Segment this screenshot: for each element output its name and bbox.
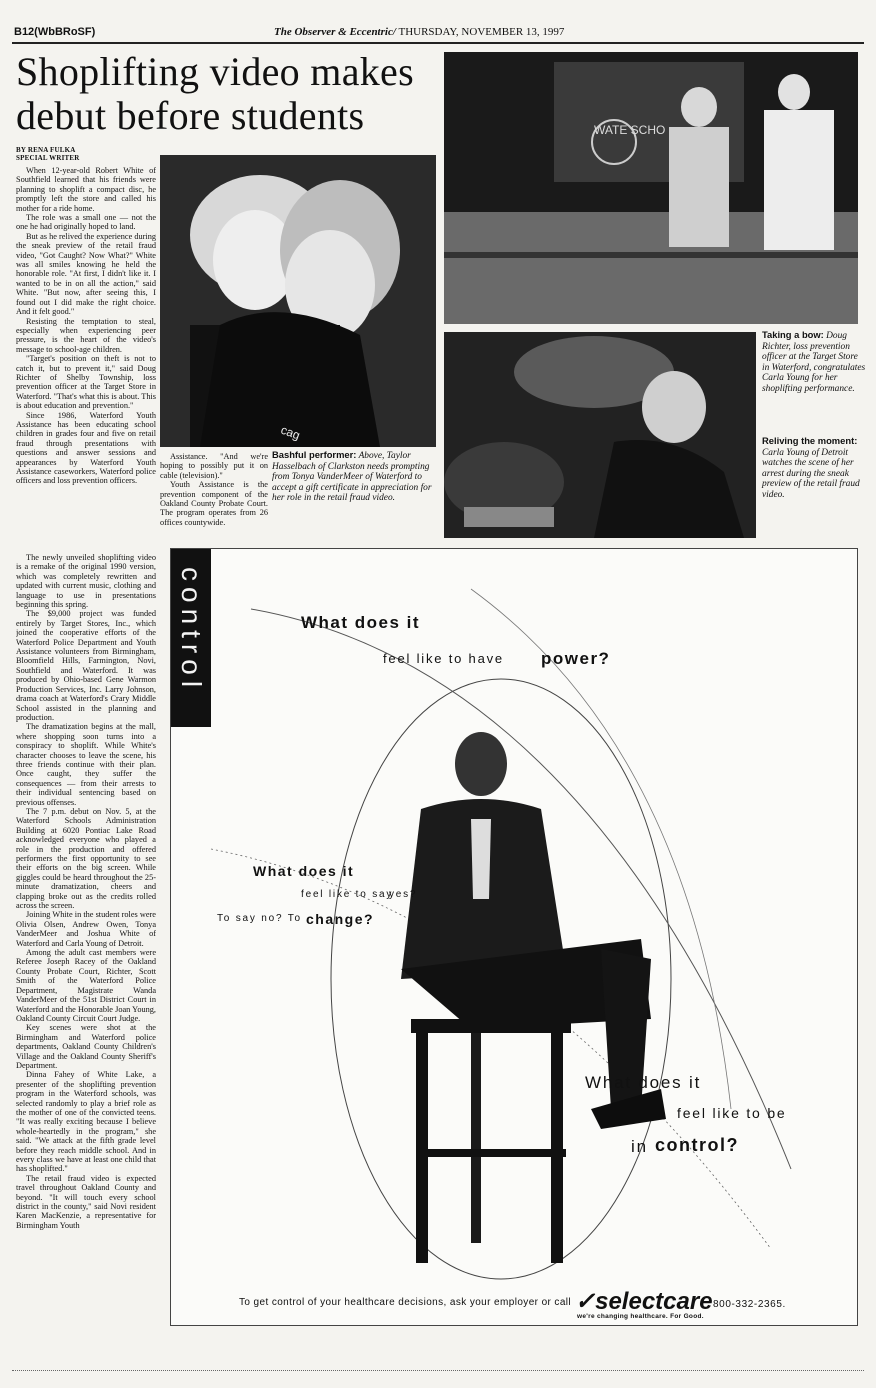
byline — [16, 146, 80, 162]
band-word: control — [176, 567, 207, 694]
ad-arcs — [171, 549, 857, 1325]
shirt-mark: cag — [278, 422, 302, 443]
paragraph: Dinna Fahey of White Lake, a presenter of the shoplifting prevention program in the Waterford schools, was selected randomly to play a brief role as the mother of one of the convicted teens. "It was really exciting because I believe whole-heartedly in the program," she said. "We attack at the fifth grade level before they reach middle school. And in every class we have at least one child that has shoplifted." — [16, 1070, 156, 1174]
paragraph: Since 1986, Waterford Youth Assistance has been educating school children in grades four and five on retail fraud through presentations with questions and answer sessions and appearances by Waterford Youth Assistance caseworkers, Waterford police officers and loss prevention officers. — [16, 410, 156, 486]
article-column-jump — [160, 452, 268, 542]
paragraph: Key scenes were shot at the Birmingham and Waterford police departments, Oakland County Children's Village and the Oakland County Sheriff's Department. — [16, 1023, 156, 1070]
ad-question-3-body: To say no? To — [217, 913, 302, 924]
caption-label: Taking a bow: — [762, 329, 824, 340]
headline — [16, 50, 440, 138]
ad-phone: 800-332-2365. — [713, 1299, 786, 1310]
man-on-stool-figure — [401, 732, 666, 1263]
issue-date: THURSDAY, NOVEMBER 13, 1997 — [398, 26, 565, 38]
paper-name: The Observer & Eccentric/ — [274, 26, 396, 38]
ad-question-4-lead: What does it — [585, 1073, 702, 1092]
caption-text: Doug Richter, loss prevention officer at the Target Store in Waterford, congratulates Carla Young for her shoplifting performance. — [762, 331, 866, 394]
headline-line-1: Shoplifting video makes — [16, 49, 414, 94]
selectcare-advertisement — [170, 548, 858, 1326]
paragraph: The $9,000 project was funded entirely by Target Stores, Inc., which joined the cooperative efforts of the Waterford Police Department and Youth Assistance volunteers from Birmingham, Bloomfield Hills, Farmington, Novi, Southfield and Waterford. It was produced by Ohio-based Gene Warmon Production Services, Inc. Larry Johnson, drama coach at Waterford's Crary Middle School assisted in the planning and production. — [16, 609, 156, 722]
ad-footer-text: To get control of your healthcare decisions, ask your employer or call — [239, 1297, 572, 1308]
caption-text: Above, Taylor Hasselbach of Clarkston needs prompting from Tonya VanderMeer of Waterford to accept a gift certificate in appreciation for her role in the retail fraud video. — [272, 451, 432, 504]
paragraph: The newly unveiled shoplifting video is a remake of the original 1990 version, which was completely rewritten and updated with current music, clothing and language to use in presentations beginning this spring. — [16, 553, 156, 610]
article-column-top — [16, 166, 156, 553]
ad-question-3-end: change? — [306, 911, 375, 927]
caption-text: Carla Young of Detroit watches the scene of her arrest during the sneak preview of the retail fraud video. — [762, 447, 860, 500]
ad-question-1-body: feel like to have — [383, 651, 504, 666]
school-sign: WATE SCHO — [594, 123, 666, 137]
paragraph: The dramatization begins at the mall, where shopping soon turns into a conspiracy to shoplift. While White's character chooses to leave the scene, his three friends continue with their plan. Once caught, they suffer the consequences — from their arrests to their individual sentencing based on previous offenses. — [16, 722, 156, 807]
checkmark-icon: ✓ — [575, 1288, 596, 1315]
headline-line-2: debut before students — [16, 93, 365, 138]
photo-audience — [444, 332, 756, 538]
caption-label: Bashful performer: — [272, 449, 357, 460]
paragraph: Resisting the temptation to steal, especially when experiencing peer pressure, is the heart of the video's message to school-age children. — [16, 316, 156, 354]
brand-name: selectcare — [595, 1288, 713, 1315]
paragraph: The role was a small one — not the one he had originally hoped to land. — [16, 213, 156, 232]
ad-question-2-lead: What does it — [253, 863, 355, 879]
paragraph: Youth Assistance is the prevention component of the Oakland County Probate Court. The program operates from 26 offices countywide. — [160, 480, 268, 527]
ad-question-4-body: feel like to be — [677, 1105, 787, 1121]
caption-label: Reliving the moment: — [762, 435, 858, 446]
paragraph: Assistance. "And we're hoping to possibly put it on cable (television)." — [160, 452, 268, 480]
paragraph: "Target's position on theft is not to catch it, but to prevent it," said Doug Richter of Shelby Township, loss prevention officer at the Target Store in Waterford. "That's what this is about. This is about education and prevention." — [16, 354, 156, 411]
header-rule — [12, 42, 864, 44]
caption-reliving-the-moment — [762, 436, 866, 501]
caption-bashful-performer — [272, 450, 432, 504]
ad-question-2-end: yes? — [389, 889, 418, 900]
paragraph: But as he relived the experience during the sneak preview of the retail fraud video, "Got Caught? Now What?" White was all smiles knowing he held the honorable role. "At first, I didn't like it. I wanted to be in on all the action," said White. "But now, after seeing this, I found out I did make the right choice. And it felt good." — [16, 231, 156, 317]
edition-code: B12(WbBRoSF) — [14, 26, 96, 38]
byline-name: BY RENA FULKA — [16, 146, 76, 154]
paragraph: The 7 p.m. debut on Nov. 5, at the Waterford Schools Administration Building at 6020 Pontiac Lake Road acknowledged everyone who played a role in the production and offered performers the first opportunity to see their efforts on the big screen. While giggles could be heard throughout the 25-minute dramatization, cheers and clapping broke out as the credits rolled across the screen. — [16, 806, 156, 911]
bottom-rule — [12, 1370, 864, 1371]
ad-question-4-end: control? — [655, 1135, 739, 1155]
ad-question-2-body: feel like to say — [301, 889, 394, 900]
article-column-bottom — [16, 553, 156, 1378]
paragraph: The retail fraud video is expected travel throughout Oakland County and beyond. "It will touch every school district in the county," said Novi resident Karen MacKenzie, a representative for Birmingham Youth — [16, 1173, 156, 1230]
masthead-line — [274, 26, 564, 38]
photo-stage-handshake — [444, 52, 858, 324]
ad-question-1-lead: What does it — [301, 613, 421, 632]
ad-question-1-end: power? — [541, 649, 611, 668]
paragraph: Joining White in the student roles were Olivia Olsen, Andrew Owen, Tonya VanderMeer and Joshua White of Waterford and Carla Young of Detroit. — [16, 910, 156, 948]
paragraph: When 12-year-old Robert White of Southfield learned that his friends were planning to shoplift a compact disc, he promptly left the store and called his mother for a ride home. — [16, 166, 156, 213]
paragraph: Among the adult cast members were Referee Joseph Racey of the Oakland County Probate Court, Richter, Scott Smith of the Waterford Police Department, Magistrate Wanda VanderMeer of the 51st District Court in Waterford and the Honorable Joan Young, Oakland County Circuit Court Judge. — [16, 948, 156, 1023]
selectcare-logo — [575, 1287, 713, 1316]
byline-role: SPECIAL WRITER — [16, 154, 80, 162]
caption-taking-a-bow — [762, 330, 866, 395]
photo-bashful-performer — [160, 155, 436, 447]
ad-question-4-pre: in — [631, 1137, 648, 1156]
ad-tagline: we're changing healthcare. For Good. — [577, 1313, 704, 1320]
